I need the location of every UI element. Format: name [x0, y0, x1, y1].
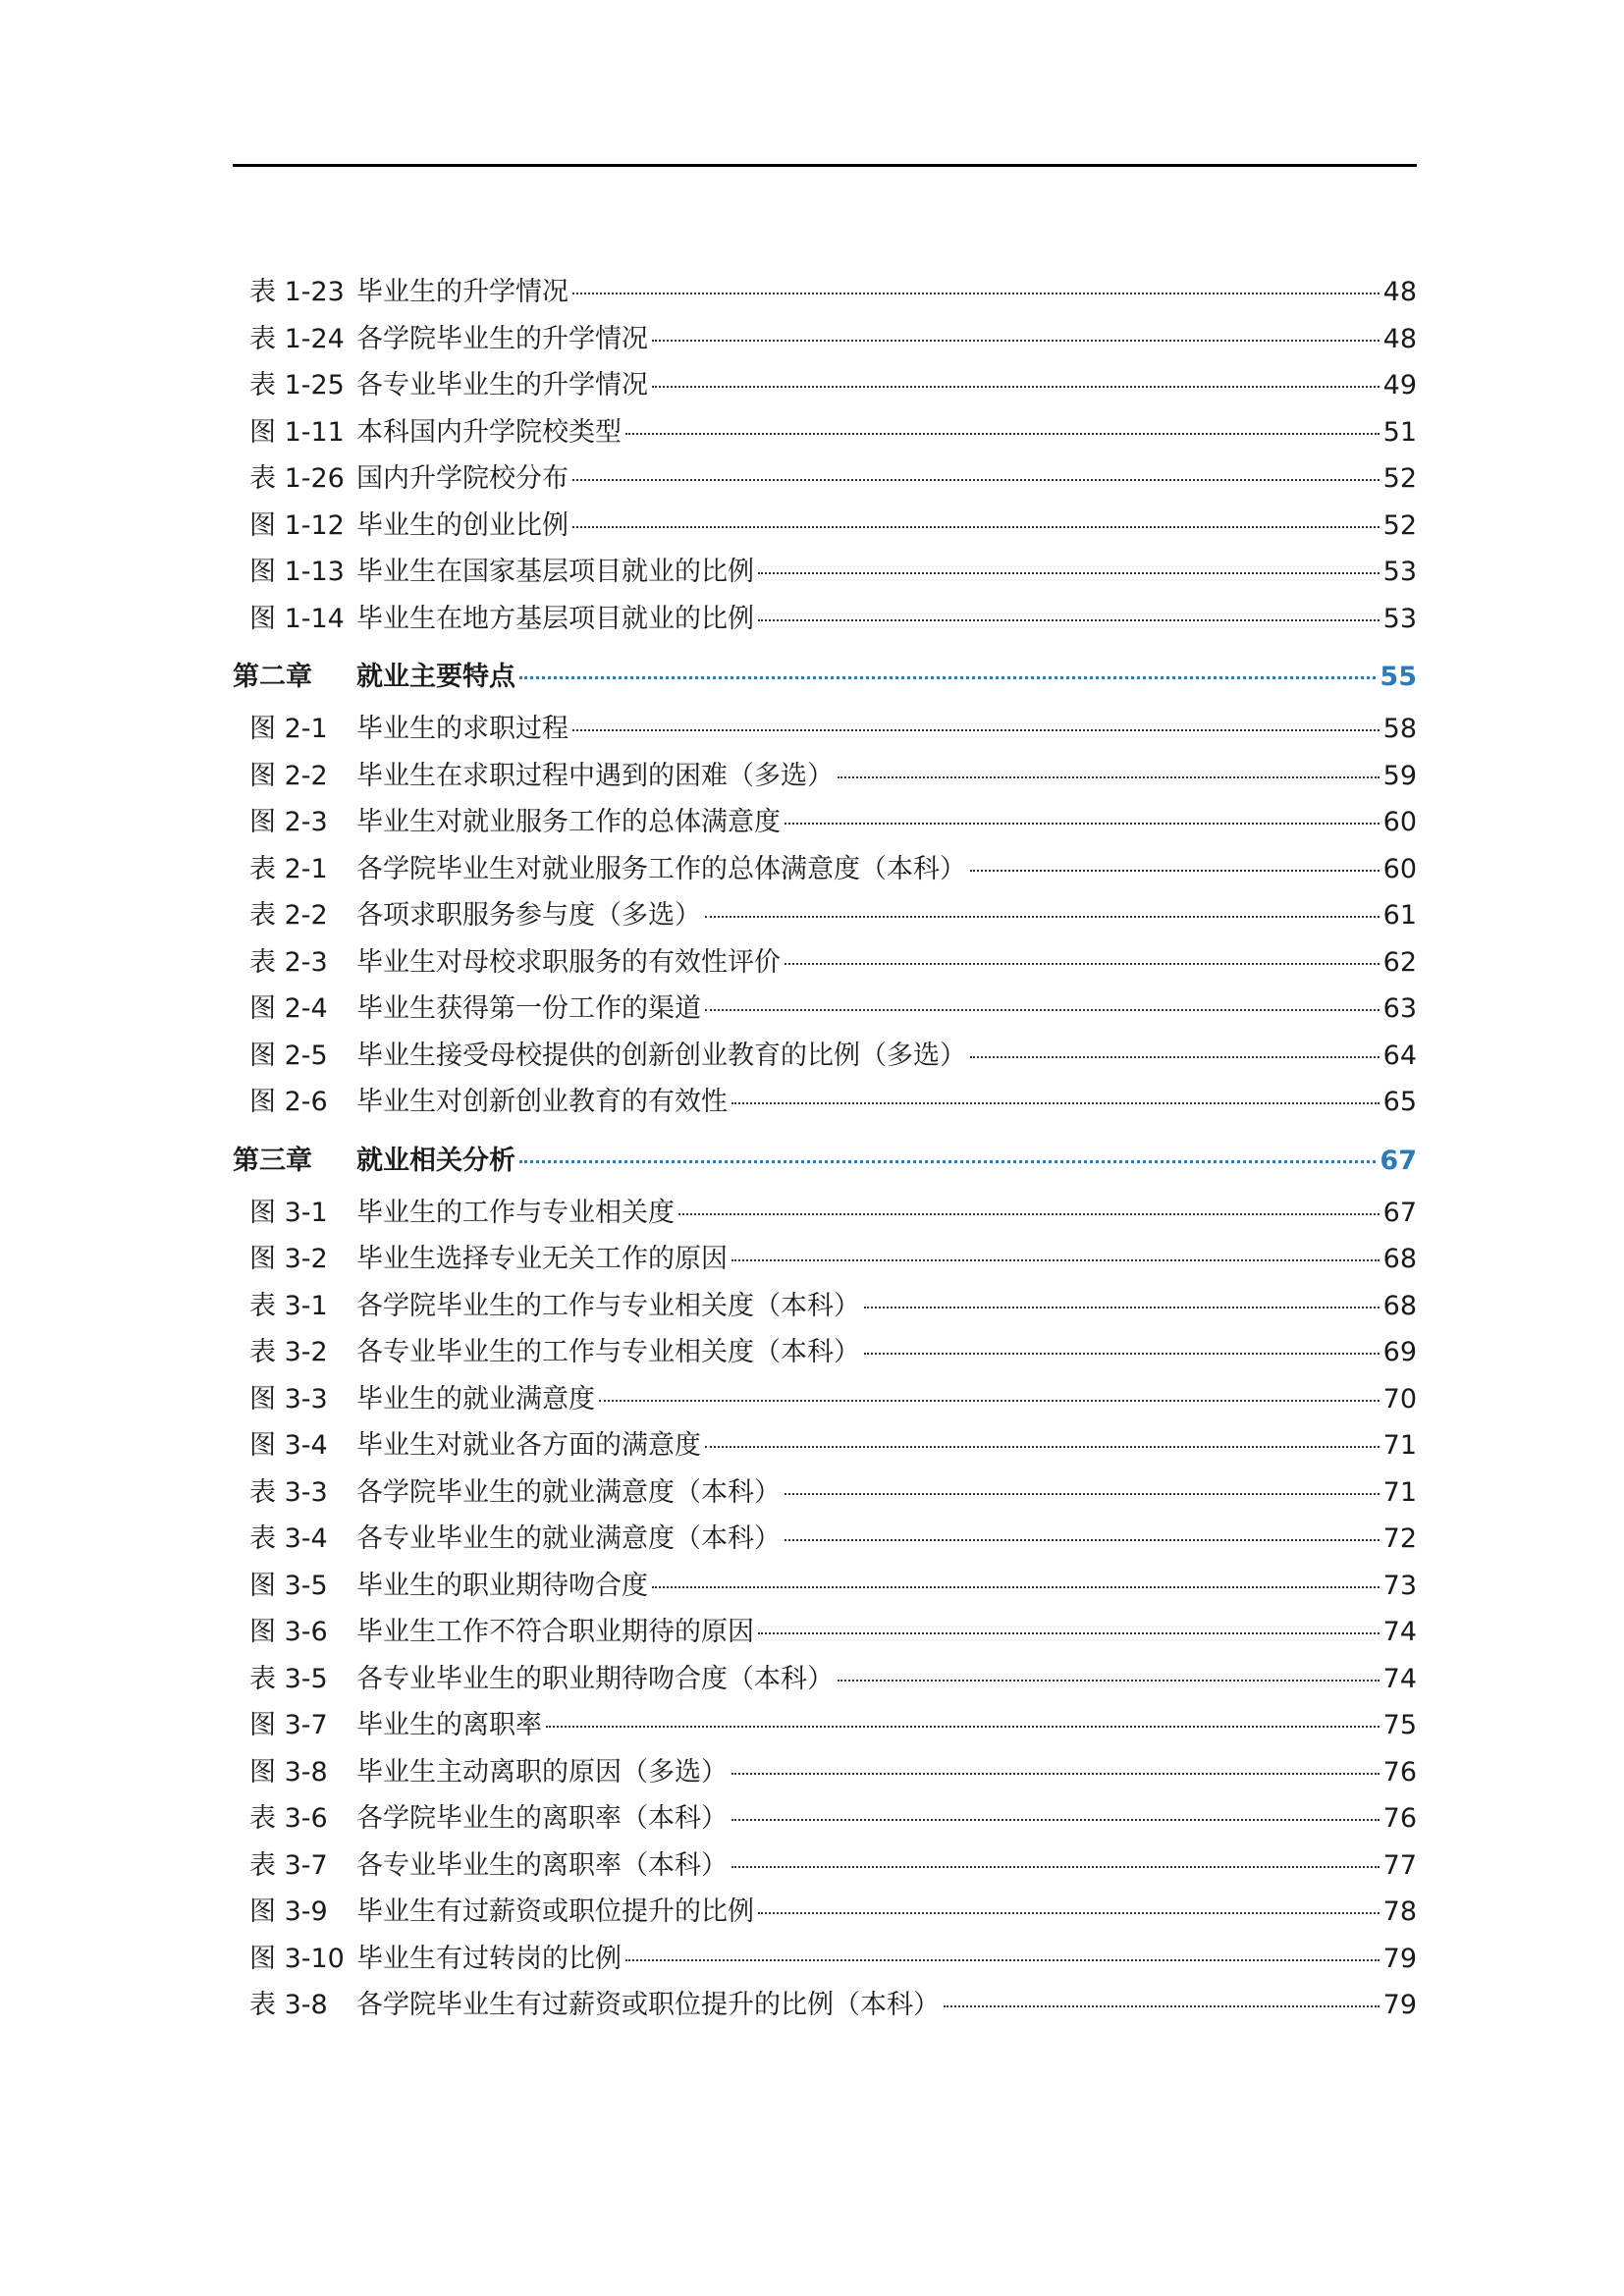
toc-page-number: 63 [1382, 993, 1417, 1024]
toc-page-number: 51 [1382, 416, 1417, 448]
dot-leader [785, 823, 1380, 825]
toc-entry-title: 本科国内升学院校类型 [356, 416, 622, 448]
toc-entry-label: 图 3-9 [249, 1896, 328, 1927]
toc-entry-title: 各学院毕业生的就业满意度（本科） [356, 1476, 781, 1508]
toc-entry-title: 毕业生在地方基层项目就业的比例 [356, 603, 754, 634]
toc-entry[interactable] [233, 322, 1417, 369]
toc-page-number: 58 [1382, 714, 1417, 744]
toc-entry-title: 各项求职服务参与度（多选） [356, 900, 701, 931]
toc-entry[interactable] [233, 1039, 1417, 1086]
toc-entry[interactable] [233, 555, 1417, 602]
toc-page-number: 49 [1382, 370, 1417, 400]
toc-entry[interactable] [233, 1708, 1417, 1755]
toc-entry[interactable] [233, 368, 1417, 415]
toc-page-number: 71 [1382, 1430, 1417, 1461]
toc-entry-label: 图 2-1 [249, 714, 328, 744]
toc-entry[interactable] [233, 1242, 1417, 1289]
toc-entry-title: 就业相关分析 [356, 1145, 515, 1176]
toc-page-number: 65 [1382, 1087, 1417, 1117]
toc-entry-label: 图 3-10 [249, 1943, 345, 1974]
toc-entry-title: 毕业生的职业期待吻合度 [356, 1570, 648, 1601]
toc-page-number: 60 [1382, 807, 1417, 837]
toc-page-number: 72 [1382, 1523, 1417, 1554]
toc-entry-title: 毕业生有过转岗的比例 [356, 1943, 622, 1974]
toc-entry-label: 第二章 [233, 662, 312, 692]
toc-page-number: 55 [1380, 662, 1417, 692]
toc-page-number: 52 [1382, 463, 1417, 494]
toc-page-number: 79 [1382, 1943, 1417, 1974]
toc-entry-title: 各专业毕业生的工作与专业相关度（本科） [356, 1337, 860, 1367]
toc-entry-label: 表 3-2 [249, 1337, 328, 1367]
toc-entry-label: 表 3-8 [249, 1990, 328, 2020]
toc-entry-title: 毕业生对母校求职服务的有效性评价 [356, 946, 781, 978]
dot-leader [705, 1446, 1380, 1448]
toc-entry-title: 毕业生的工作与专业相关度 [356, 1197, 675, 1228]
dot-leader [838, 776, 1380, 778]
toc-entry[interactable] [233, 1335, 1417, 1382]
toc-entry-title: 各学院毕业生的升学情况 [356, 323, 648, 354]
toc-entry-label: 表 3-3 [249, 1476, 328, 1508]
toc-entry-label: 图 3-4 [249, 1430, 328, 1461]
toc-page-number: 53 [1382, 603, 1417, 634]
dot-leader [970, 870, 1380, 872]
dot-leader [731, 1102, 1380, 1104]
toc-entry-label: 表 3-4 [249, 1523, 328, 1554]
dot-leader [625, 1959, 1380, 1961]
toc-entry-title: 毕业生在国家基层项目就业的比例 [356, 557, 754, 587]
toc-entry-label: 图 3-1 [249, 1197, 328, 1228]
header-rule [233, 164, 1417, 167]
toc-entry[interactable] [233, 1662, 1417, 1709]
toc-page-number: 59 [1382, 760, 1417, 791]
toc-entry[interactable] [233, 1755, 1417, 1802]
toc-entry-title: 各专业毕业生的升学情况 [356, 370, 648, 400]
dot-leader [731, 1866, 1380, 1868]
toc-entry[interactable] [233, 991, 1417, 1039]
toc-entry-title: 毕业生的创业比例 [356, 509, 568, 541]
toc-entry-title: 毕业生工作不符合职业期待的原因 [356, 1617, 754, 1647]
toc-page-number: 60 [1382, 853, 1417, 884]
toc-page-number: 76 [1382, 1803, 1417, 1834]
toc-page-number: 67 [1380, 1145, 1417, 1176]
toc-chapter-heading[interactable] [233, 660, 1417, 700]
toc-entry-title: 国内升学院校分布 [356, 463, 568, 494]
toc-entry-label: 表 1-25 [249, 370, 345, 400]
toc-entry-title: 就业主要特点 [356, 662, 515, 692]
dot-leader [970, 1056, 1380, 1058]
toc-page-number: 73 [1382, 1570, 1417, 1601]
toc-page-number: 74 [1382, 1663, 1417, 1694]
dot-leader [652, 340, 1380, 342]
table-of-contents [233, 275, 1417, 2035]
toc-entry-label: 图 2-4 [249, 993, 328, 1024]
toc-page-number: 74 [1382, 1617, 1417, 1647]
toc-entry-label: 表 1-24 [249, 323, 345, 354]
toc-entry[interactable] [233, 1988, 1417, 2035]
toc-entry[interactable] [233, 275, 1417, 322]
toc-entry-title: 毕业生对就业各方面的满意度 [356, 1430, 701, 1461]
toc-entry-label: 表 1-23 [249, 277, 345, 307]
toc-entry-title: 毕业生的求职过程 [356, 714, 568, 744]
toc-page-number: 70 [1382, 1383, 1417, 1415]
toc-entry-label: 图 3-3 [249, 1383, 328, 1415]
dot-leader [731, 1773, 1380, 1775]
toc-entry-label: 图 1-14 [249, 603, 345, 634]
toc-page-number: 77 [1382, 1849, 1417, 1881]
toc-entry[interactable] [233, 898, 1417, 945]
toc-entry[interactable] [233, 805, 1417, 852]
toc-page-number: 48 [1382, 277, 1417, 307]
toc-entry[interactable] [233, 1569, 1417, 1616]
dot-leader [519, 676, 1376, 679]
toc-entry-title: 毕业生接受母校提供的创新创业教育的比例（多选） [356, 1040, 966, 1071]
toc-entry[interactable] [233, 1196, 1417, 1243]
toc-entry-title: 毕业生的就业满意度 [356, 1383, 595, 1415]
toc-page-number: 53 [1382, 557, 1417, 587]
dot-leader [519, 1160, 1376, 1163]
toc-page-number: 52 [1382, 509, 1417, 541]
dot-leader [838, 1680, 1380, 1682]
toc-entry-label: 图 3-5 [249, 1570, 328, 1601]
toc-entry-label: 图 3-6 [249, 1617, 328, 1647]
toc-entry[interactable] [233, 1615, 1417, 1662]
toc-entry-title: 各学院毕业生的工作与专业相关度（本科） [356, 1290, 860, 1321]
toc-entry-title: 各学院毕业生对就业服务工作的总体满意度（本科） [356, 853, 966, 884]
toc-page-number: 62 [1382, 946, 1417, 978]
toc-page-number: 79 [1382, 1990, 1417, 2020]
toc-entry-label: 第三章 [233, 1145, 312, 1176]
toc-entry[interactable] [233, 852, 1417, 899]
toc-entry-label: 图 2-5 [249, 1040, 328, 1071]
toc-entry-label: 图 2-3 [249, 807, 328, 837]
toc-entry-label: 图 2-2 [249, 760, 328, 791]
dot-leader [572, 479, 1380, 481]
toc-entry-label: 图 2-6 [249, 1087, 328, 1117]
toc-page-number: 69 [1382, 1337, 1417, 1367]
dot-leader [758, 572, 1380, 574]
toc-entry[interactable] [233, 415, 1417, 462]
toc-page-number: 78 [1382, 1896, 1417, 1927]
dot-leader [652, 386, 1380, 388]
toc-page-number: 67 [1382, 1197, 1417, 1228]
toc-page-number: 48 [1382, 323, 1417, 354]
dot-leader [785, 1493, 1380, 1495]
dot-leader [572, 293, 1380, 294]
dot-leader [758, 1912, 1380, 1914]
dot-leader [625, 433, 1380, 435]
toc-entry-title: 毕业生在求职过程中遇到的困难（多选） [356, 760, 834, 791]
toc-entry[interactable] [233, 1942, 1417, 1989]
toc-entry-title: 毕业生选择专业无关工作的原因 [356, 1244, 728, 1274]
toc-entry-label: 图 3-7 [249, 1710, 328, 1740]
toc-entry-label: 表 3-1 [249, 1290, 328, 1321]
toc-entry-title: 毕业生主动离职的原因（多选） [356, 1756, 728, 1788]
dot-leader [572, 526, 1380, 528]
toc-entry-label: 表 2-3 [249, 946, 328, 978]
toc-entry[interactable] [233, 1475, 1417, 1522]
toc-entry-label: 表 3-5 [249, 1663, 328, 1694]
dot-leader [944, 2005, 1380, 2007]
toc-entry-label: 表 3-7 [249, 1849, 328, 1881]
toc-entry-title: 各专业毕业生的就业满意度（本科） [356, 1523, 781, 1554]
dot-leader [546, 1726, 1380, 1728]
dot-leader [785, 1539, 1380, 1541]
dot-leader [731, 1259, 1380, 1261]
toc-entry-label: 表 2-2 [249, 900, 328, 931]
toc-page-number: 68 [1382, 1244, 1417, 1274]
toc-entry-title: 各专业毕业生的职业期待吻合度（本科） [356, 1663, 834, 1694]
dot-leader [864, 1307, 1380, 1308]
toc-page-number: 64 [1382, 1040, 1417, 1071]
toc-entry-label: 图 1-11 [249, 416, 345, 448]
toc-entry[interactable] [233, 1895, 1417, 1942]
dot-leader [705, 916, 1380, 918]
dot-leader [864, 1353, 1380, 1355]
toc-entry[interactable] [233, 1289, 1417, 1336]
toc-entry[interactable] [233, 1522, 1417, 1569]
dot-leader [785, 963, 1380, 965]
toc-entry[interactable] [233, 508, 1417, 556]
toc-page-number: 68 [1382, 1290, 1417, 1321]
toc-entry-title: 毕业生获得第一份工作的渠道 [356, 993, 701, 1024]
toc-entry[interactable] [233, 759, 1417, 806]
toc-entry-title: 各学院毕业生的离职率（本科） [356, 1803, 728, 1834]
dot-leader [572, 729, 1380, 731]
toc-entry-label: 表 3-6 [249, 1803, 328, 1834]
toc-entry-title: 各学院毕业生有过薪资或职位提升的比例（本科） [356, 1990, 940, 2020]
toc-page-number: 75 [1382, 1710, 1417, 1740]
toc-chapter-heading[interactable] [233, 1144, 1417, 1184]
toc-page-number: 76 [1382, 1756, 1417, 1788]
toc-entry-label: 图 1-12 [249, 509, 345, 541]
dot-leader [758, 619, 1380, 621]
toc-entry-title: 毕业生对创新创业教育的有效性 [356, 1087, 728, 1117]
toc-entry-label: 图 3-2 [249, 1244, 328, 1274]
toc-entry[interactable] [233, 945, 1417, 992]
toc-entry[interactable] [233, 1428, 1417, 1475]
dot-leader [705, 1009, 1380, 1011]
toc-entry-label: 图 1-13 [249, 557, 345, 587]
toc-entry-label: 表 2-1 [249, 853, 328, 884]
toc-entry[interactable] [233, 712, 1417, 759]
toc-entry[interactable] [233, 1085, 1417, 1132]
dot-leader [758, 1632, 1380, 1634]
toc-entry-label: 图 3-8 [249, 1756, 328, 1788]
toc-entry[interactable] [233, 1382, 1417, 1429]
toc-entry-title: 毕业生有过薪资或职位提升的比例 [356, 1896, 754, 1927]
toc-page-number: 71 [1382, 1476, 1417, 1508]
toc-entry-title: 毕业生对就业服务工作的总体满意度 [356, 807, 781, 837]
dot-leader [652, 1586, 1380, 1588]
toc-entry-title: 毕业生的离职率 [356, 1710, 542, 1740]
toc-entry[interactable] [233, 461, 1417, 508]
dot-leader [731, 1819, 1380, 1821]
toc-entry-title: 各专业毕业生的离职率（本科） [356, 1849, 728, 1881]
toc-page-number: 61 [1382, 900, 1417, 931]
toc-entry-title: 毕业生的升学情况 [356, 277, 568, 307]
dot-leader [678, 1213, 1380, 1215]
dot-leader [599, 1400, 1380, 1402]
toc-entry[interactable] [233, 1848, 1417, 1896]
toc-entry-label: 表 1-26 [249, 463, 345, 494]
toc-entry[interactable] [233, 1801, 1417, 1848]
toc-entry[interactable] [233, 602, 1417, 649]
